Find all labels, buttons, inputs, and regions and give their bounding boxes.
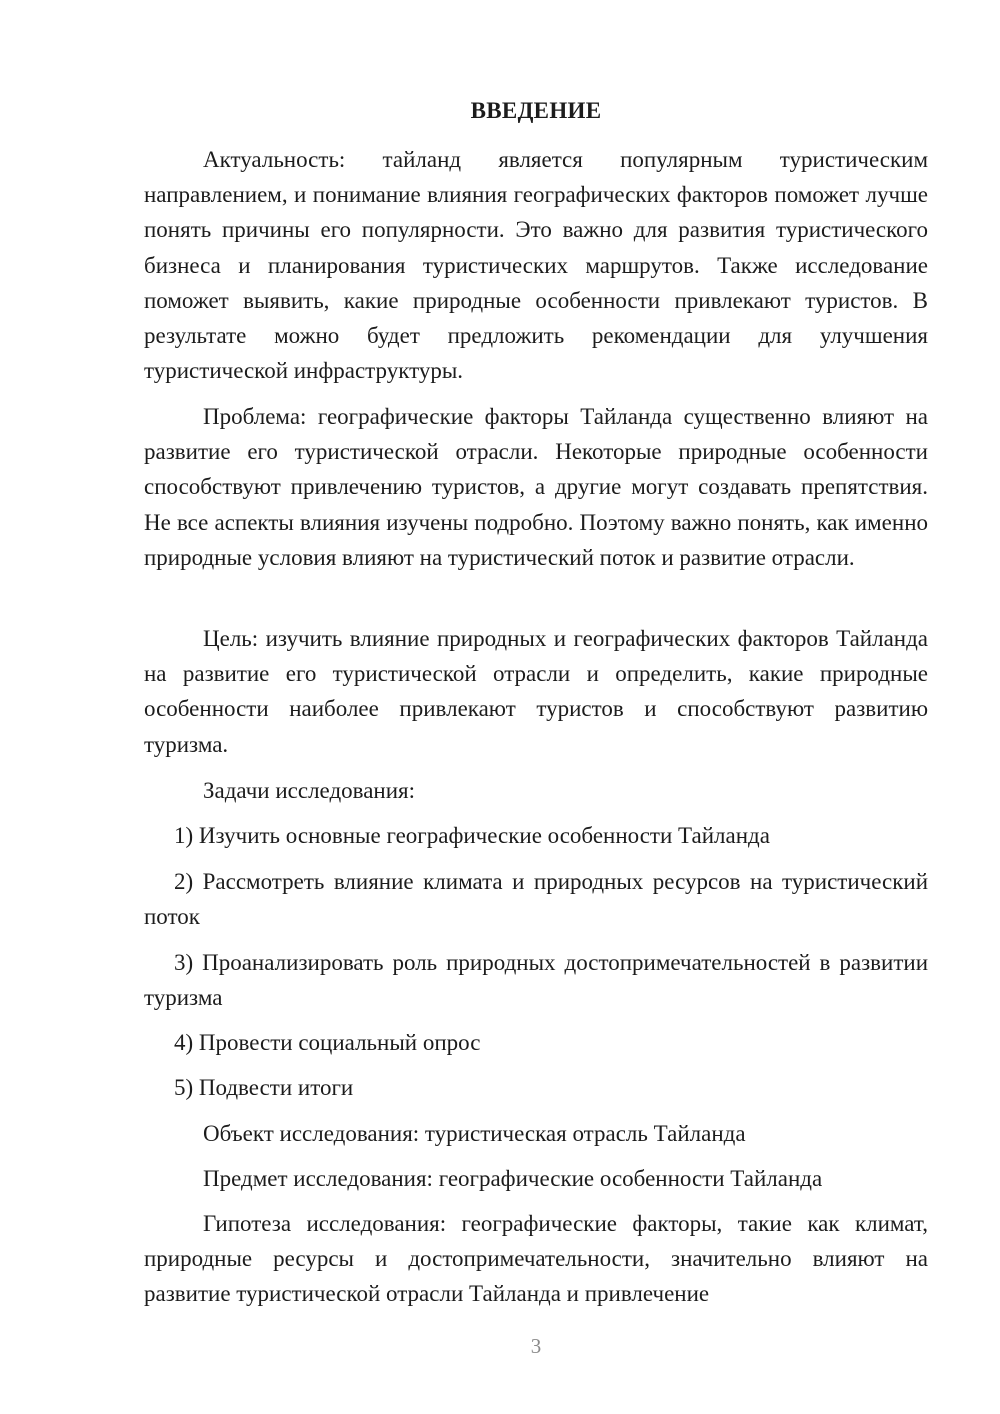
task-item-2: 2) Рассмотреть влияние климата и природных ресурсов на туристический поток (144, 869, 928, 930)
task-item-3: 3) Проанализировать роль природных достопримечательностей в развитии туризма (144, 950, 928, 1011)
tasks-heading: Задачи исследования: (203, 778, 416, 803)
page-title: ВВЕДЕНИЕ (470, 98, 602, 123)
task-item-4: 4) Провести социальный опрос (174, 1030, 481, 1055)
problem-paragraph: Проблема: географические факторы Тайланда существенно влияют на развитие его туристической отрасли. Некоторые природные особенности способствуют привлечению туристов, а другие могут создавать препятствия. Не все аспекты влияния изучены подробно. Поэтому важно понять, как именно природные условия влияют на туристический поток и развитие отрасли. (144, 404, 928, 570)
relevance-paragraph: Актуальность: тайланд является популярным туристическим направлением, и понимание влияния географических факторов поможет лучше понять причины его популярности. Это важно для развития туристического бизнеса и планирования туристических маршрутов. Также исследование поможет выявить, какие природные особенности привлекают туристов. В результате можно будет предложить рекомендации для улучшения туристической инфраструктуры. (144, 147, 928, 384)
object-paragraph: Объект исследования: туристическая отрасль Тайланда (203, 1121, 746, 1146)
subject-paragraph: Предмет исследования: географические особенности Тайланда (203, 1166, 823, 1191)
goal-paragraph: Цель: изучить влияние природных и географических факторов Тайланда на развитие его туристической отрасли и определить, какие природные особенности наиболее привлекают туристов и способствуют развитию туризма. (144, 626, 928, 757)
page-number: 3 (530, 1334, 542, 1358)
hypothesis-paragraph: Гипотеза исследования: географические факторы, такие как климат, природные ресурсы и достопримечательности, значительно влияют на развитие туристической отрасли Тайланда и привлечение (144, 1211, 928, 1307)
task-item-1: 1) Изучить основные географические особенности Тайланда (174, 823, 770, 848)
task-item-5: 5) Подвести итоги (174, 1075, 354, 1100)
